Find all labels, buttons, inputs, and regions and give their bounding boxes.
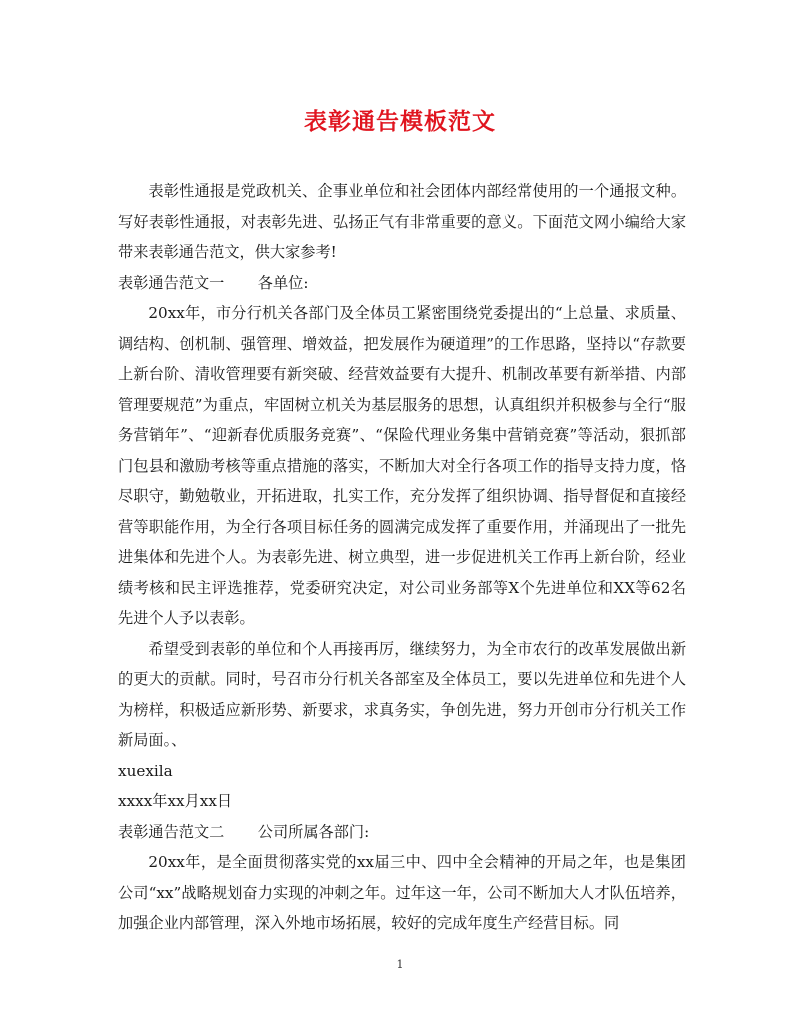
section2-addressee: 公司所属各部门: xyxy=(257,822,370,841)
section1-paragraph-2: 希望受到表彰的单位和个人再接再厉，继续努力，为全市农行的改革发展做出新的更大的贡献。同时，号召市分行机关各部室及全体员工，要以先进单位和先进个人为榜样，积极适应新形势、新要求，求真务实，争创先进，努力开创市分行机关工作新局面。、 xyxy=(118,639,686,749)
section1-heading-line xyxy=(118,268,686,299)
document-title: 表彰通告模板范文 xyxy=(304,108,496,135)
section1-signature: xuexila xyxy=(118,761,173,780)
document-body xyxy=(118,176,686,939)
page-number: 1 xyxy=(396,958,404,971)
intro-paragraph: 表彰性通报是党政机关、企事业单位和社会团体内部经常使用的一个通报文种。写好表彰性通报，对表彰先进、弘扬正气有非常重要的意义。下面范文网小编给大家带来表彰通告范文，供大家参考! xyxy=(118,182,686,261)
section2-heading-line xyxy=(118,817,686,848)
section1-date: xxxx年xx月xx日 xyxy=(118,792,233,810)
section1-addressee: 各单位: xyxy=(257,273,309,292)
section1-heading: 表彰通告范文一 xyxy=(118,273,225,292)
section2-paragraph-1: 20xx年，是全面贯彻落实党的xx届三中、四中全会精神的开局之年，也是集团公司“xx”战略规划奋力实现的冲刺之年。过年这一年，公司不断加大人才队伍培养，加强企业内部管理，深入外地市场拓展，较好的完成年度生产经营目标。同 xyxy=(118,853,686,932)
section1-paragraph-1: 20xx年，市分行机关各部门及全体员工紧密围绕党委提出的“上总量、求质量、调结构、创机制、强管理、增效益，把发展作为硬道理”的工作思路，坚持以“存款要上新台阶、清收管理要有新突破、经营效益要有大提升、机制改革要有新举措、内部管理要规范”为重点，牢固树立机关为基层服务的思想，认真组织并积极参与全行“服务营销年”、“迎新春优质服务竞赛”、“保险代理业务集中营销竞赛”等活动，狠抓部门包县和激励考核等重点措施的落实，不断加大对全行各项工作的指导支持力度，恪尽职守，勤勉敬业，开拓进取，扎实工作，充分发挥了组织协调、指导督促和直接经营等职能作用，为全行各项目标任务的圆满完成发挥了重要作用，并涌现出了一批先进集体和先进个人。为表彰先进、树立典型，进一步促进机关工作再上新台阶，经业绩考核和民主评选推荐，党委研究决定，对公司业务部等X个先进单位和XX等62名先进个人予以表彰。 xyxy=(118,304,686,627)
section2-heading: 表彰通告范文二 xyxy=(118,822,225,841)
